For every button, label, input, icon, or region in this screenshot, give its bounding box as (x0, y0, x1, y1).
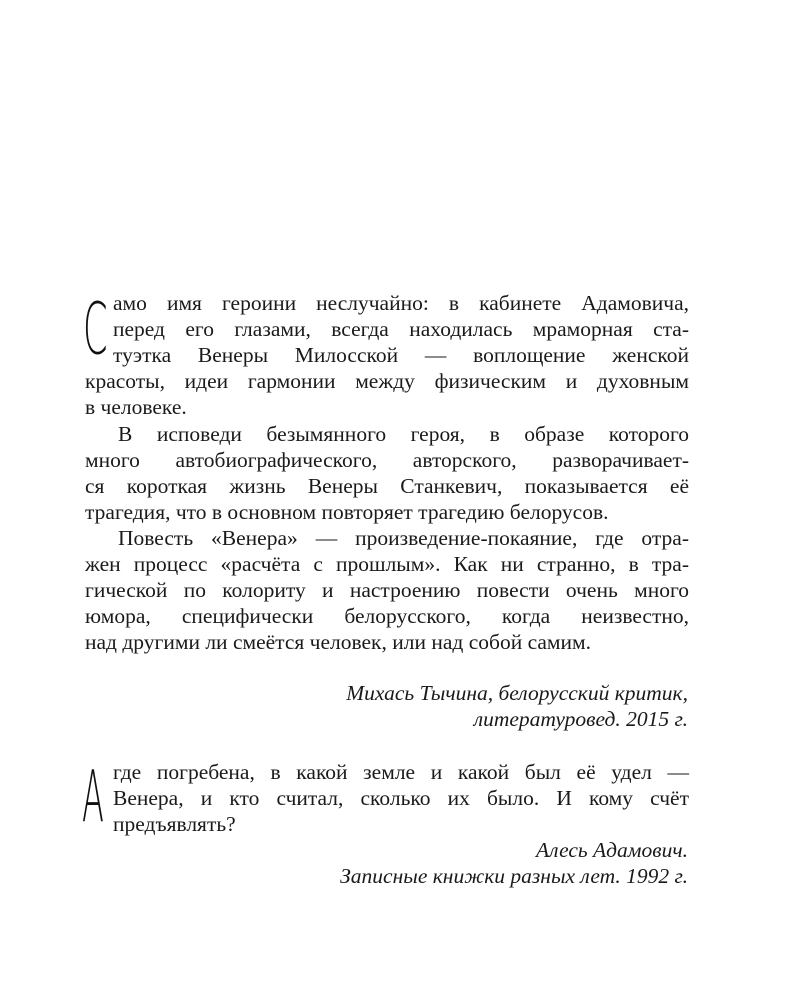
attribution-1-line-1: Михась Тычина, белорусский критик, (346, 681, 688, 705)
paragraph-2-line-4: трагедия, что в основном повторяет трагедию белорусов. (85, 500, 609, 524)
paragraph-2-line-1: В исповеди безымянного героя, в образе которого (118, 422, 689, 446)
paragraph-1-line-2: перед его глазами, всегда находилась мраморная ста- (113, 317, 689, 341)
paragraph-1-line-4: красоты, идеи гармонии между физическим и духовным (85, 369, 689, 393)
paragraph-3-line-3: гической по колориту и настроению повести очень много (85, 578, 689, 602)
paragraph-1-line-3: туэтка Венеры Милосской — воплощение женской (113, 343, 689, 367)
drop-cap-s: С (83, 288, 108, 372)
attribution-2-line-1: Алесь Адамович. (536, 838, 688, 862)
paragraph-3-line-1: Повесть «Венера» — произведение-покаяние, где отра- (118, 526, 689, 550)
epigraph-line-2: Венера, и кто считал, сколько их было. И кому счёт (113, 786, 689, 810)
drop-cap-a: А (82, 756, 104, 840)
epigraph-line-3: предъявлять? (113, 812, 236, 836)
attribution-2-line-2: Записные книжки разных лет. 1992 г. (340, 864, 688, 888)
paragraph-3-line-2: жен процесс «расчёта с прошлым». Как ни странно, в тра- (85, 552, 689, 576)
paragraph-1-line-5: в человеке. (85, 395, 187, 419)
epigraph-line-1: где погребена, в какой земле и какой был её удел — (113, 760, 689, 784)
paragraph-2-line-2: много автобиографического, авторского, разворачивает- (85, 448, 689, 472)
paragraph-3-line-5: над другими ли смеётся человек, или над собой самим. (85, 630, 592, 654)
paragraph-3-line-4: юмора, специфически белорусского, когда неизвестно, (85, 604, 689, 628)
attribution-1-line-2: литературовед. 2015 г. (473, 707, 688, 731)
paragraph-1-line-1: амо имя героини неслучайно: в кабинете Адамовича, (113, 291, 689, 315)
paragraph-2-line-3: ся короткая жизнь Венеры Станкевич, показывается её (85, 474, 689, 498)
